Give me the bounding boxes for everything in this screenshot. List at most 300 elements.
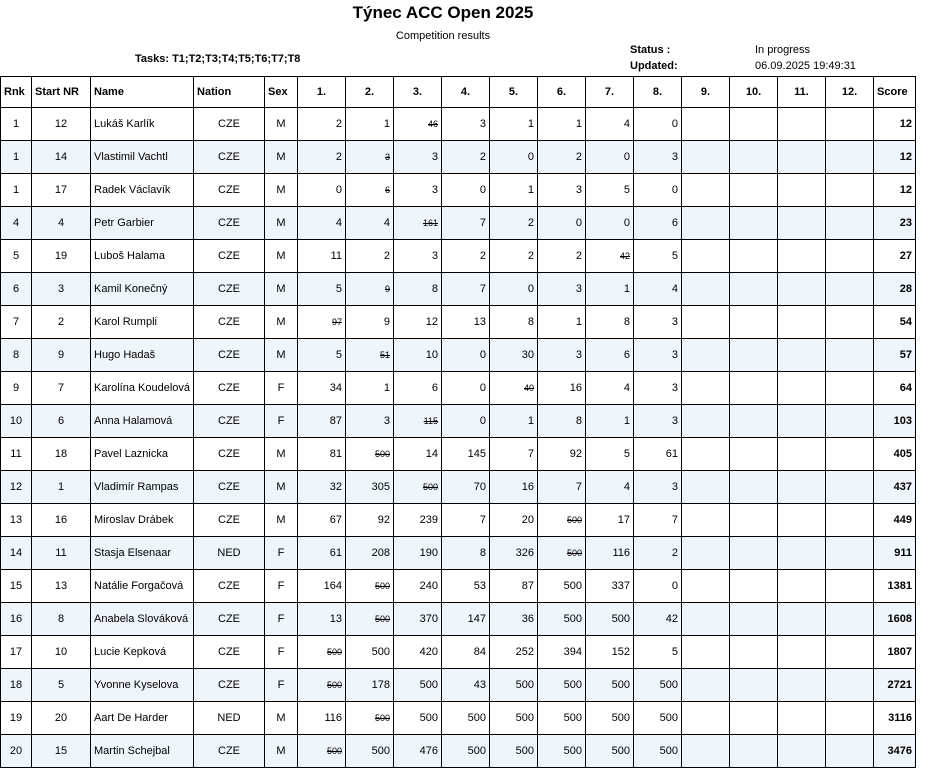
start-nr-cell: 15 bbox=[32, 735, 91, 768]
start-nr-cell: 18 bbox=[32, 438, 91, 471]
task-score-cell: 476 bbox=[394, 735, 442, 768]
task-score-cell: 3 bbox=[394, 174, 442, 207]
start-nr-cell: 19 bbox=[32, 240, 91, 273]
task-score-cell bbox=[682, 735, 730, 768]
task-score-cell bbox=[826, 735, 874, 768]
task-score-cell bbox=[730, 174, 778, 207]
task-score-cell bbox=[730, 339, 778, 372]
task-score-cell bbox=[826, 405, 874, 438]
rank-cell: 1 bbox=[1, 108, 32, 141]
table-row bbox=[1, 570, 916, 603]
task-score-cell: 5 bbox=[634, 240, 682, 273]
start-nr-cell: 20 bbox=[32, 702, 91, 735]
task-score-cell bbox=[298, 306, 346, 339]
name-cell: Lukáš Karlík bbox=[91, 108, 194, 141]
task-score-cell: 500 bbox=[538, 570, 586, 603]
task-score-cell bbox=[826, 570, 874, 603]
table-row bbox=[1, 504, 916, 537]
task-score-cell bbox=[826, 504, 874, 537]
nation-cell: CZE bbox=[194, 372, 265, 405]
task-score-cell: 1 bbox=[346, 372, 394, 405]
rank-cell: 11 bbox=[1, 438, 32, 471]
name-cell: Anna Halamová bbox=[91, 405, 194, 438]
task-score-cell: 500 bbox=[490, 735, 538, 768]
task-score-cell: 3 bbox=[634, 471, 682, 504]
task-score-cell: 7 bbox=[490, 438, 538, 471]
rank-cell: 10 bbox=[1, 405, 32, 438]
task-score-cell: 0 bbox=[586, 141, 634, 174]
task-score-cell: 0 bbox=[442, 405, 490, 438]
start-nr-cell: 8 bbox=[32, 603, 91, 636]
sex-cell: M bbox=[265, 141, 298, 174]
total-score-cell: 3116 bbox=[874, 702, 916, 735]
sex-cell: M bbox=[265, 471, 298, 504]
task-score-cell bbox=[682, 537, 730, 570]
task-score-cell: 500 bbox=[634, 669, 682, 702]
column-header: 4. bbox=[442, 77, 490, 108]
start-nr-cell: 12 bbox=[32, 108, 91, 141]
task-score-cell: 500 bbox=[346, 735, 394, 768]
task-score-cell: 8 bbox=[490, 306, 538, 339]
sex-cell: M bbox=[265, 702, 298, 735]
task-score-cell bbox=[778, 141, 826, 174]
discarded-score: 500 bbox=[374, 713, 391, 723]
task-score-cell: 13 bbox=[442, 306, 490, 339]
total-score-cell: 12 bbox=[874, 108, 916, 141]
task-score-cell: 10 bbox=[394, 339, 442, 372]
nation-cell: CZE bbox=[194, 207, 265, 240]
discarded-score: 115 bbox=[423, 416, 439, 426]
task-score-cell bbox=[682, 273, 730, 306]
task-score-cell bbox=[682, 108, 730, 141]
task-score-cell bbox=[826, 702, 874, 735]
name-cell: Radek Václavík bbox=[91, 174, 194, 207]
total-score-cell: 28 bbox=[874, 273, 916, 306]
task-score-cell: 1 bbox=[538, 108, 586, 141]
task-score-cell: 2 bbox=[298, 108, 346, 141]
nation-cell: CZE bbox=[194, 174, 265, 207]
task-score-cell: 6 bbox=[634, 207, 682, 240]
task-score-cell bbox=[826, 174, 874, 207]
task-score-cell: 3 bbox=[538, 174, 586, 207]
task-score-cell bbox=[682, 669, 730, 702]
table-row bbox=[1, 141, 916, 174]
task-score-cell: 3 bbox=[442, 108, 490, 141]
task-score-cell: 0 bbox=[634, 108, 682, 141]
task-score-cell: 500 bbox=[394, 669, 442, 702]
task-score-cell bbox=[682, 306, 730, 339]
task-score-cell: 12 bbox=[394, 306, 442, 339]
task-score-cell bbox=[730, 735, 778, 768]
task-score-cell bbox=[394, 108, 442, 141]
task-score-cell: 1 bbox=[538, 306, 586, 339]
discarded-score: 97 bbox=[332, 317, 343, 327]
task-score-cell bbox=[826, 273, 874, 306]
task-score-cell bbox=[730, 537, 778, 570]
task-score-cell: 394 bbox=[538, 636, 586, 669]
column-header: 3. bbox=[394, 77, 442, 108]
task-score-cell: 61 bbox=[298, 537, 346, 570]
sex-cell: M bbox=[265, 735, 298, 768]
task-score-cell: 3 bbox=[634, 339, 682, 372]
total-score-cell: 27 bbox=[874, 240, 916, 273]
total-score-cell: 64 bbox=[874, 372, 916, 405]
total-score-cell: 449 bbox=[874, 504, 916, 537]
task-score-cell bbox=[394, 207, 442, 240]
status-value: In progress bbox=[755, 44, 811, 56]
task-score-cell bbox=[346, 273, 394, 306]
task-score-cell: 2 bbox=[346, 240, 394, 273]
task-score-cell: 0 bbox=[442, 339, 490, 372]
task-score-cell: 239 bbox=[394, 504, 442, 537]
table-row bbox=[1, 273, 916, 306]
task-score-cell: 36 bbox=[490, 603, 538, 636]
task-score-cell: 1 bbox=[490, 174, 538, 207]
start-nr-cell: 3 bbox=[32, 273, 91, 306]
task-score-cell: 5 bbox=[298, 273, 346, 306]
task-score-cell: 8 bbox=[586, 306, 634, 339]
table-row bbox=[1, 438, 916, 471]
discarded-score: 500 bbox=[374, 614, 391, 624]
column-header: Rnk bbox=[1, 77, 32, 108]
nation-cell: CZE bbox=[194, 405, 265, 438]
tasks-line: Tasks: T1;T2;T3;T4;T5;T6;T7;T8 bbox=[135, 53, 301, 65]
sex-cell: M bbox=[265, 306, 298, 339]
task-score-cell bbox=[730, 570, 778, 603]
discarded-score: 500 bbox=[566, 515, 583, 525]
task-score-cell bbox=[346, 141, 394, 174]
task-score-cell: 4 bbox=[298, 207, 346, 240]
task-score-cell bbox=[682, 471, 730, 504]
name-cell: Luboš Halama bbox=[91, 240, 194, 273]
task-score-cell bbox=[298, 636, 346, 669]
task-score-cell: 7 bbox=[634, 504, 682, 537]
task-score-cell bbox=[826, 339, 874, 372]
task-score-cell bbox=[298, 669, 346, 702]
task-score-cell: 87 bbox=[298, 405, 346, 438]
start-nr-cell: 5 bbox=[32, 669, 91, 702]
total-score-cell: 1608 bbox=[874, 603, 916, 636]
task-score-cell: 32 bbox=[298, 471, 346, 504]
task-score-cell: 92 bbox=[346, 504, 394, 537]
nation-cell: CZE bbox=[194, 306, 265, 339]
task-score-cell bbox=[826, 372, 874, 405]
task-score-cell: 305 bbox=[346, 471, 394, 504]
discarded-score: 161 bbox=[422, 218, 439, 228]
task-score-cell: 3 bbox=[346, 405, 394, 438]
task-score-cell: 6 bbox=[586, 339, 634, 372]
nation-cell: CZE bbox=[194, 471, 265, 504]
task-score-cell: 13 bbox=[298, 603, 346, 636]
task-score-cell bbox=[682, 339, 730, 372]
task-score-cell bbox=[346, 438, 394, 471]
task-score-cell bbox=[490, 372, 538, 405]
discarded-score: 6 bbox=[385, 185, 391, 195]
start-nr-cell: 13 bbox=[32, 570, 91, 603]
task-score-cell: 16 bbox=[490, 471, 538, 504]
results-table bbox=[0, 76, 916, 768]
column-header: Score bbox=[874, 77, 916, 108]
task-score-cell: 420 bbox=[394, 636, 442, 669]
task-score-cell bbox=[730, 636, 778, 669]
task-score-cell: 1 bbox=[490, 108, 538, 141]
task-score-cell bbox=[730, 372, 778, 405]
task-score-cell bbox=[730, 504, 778, 537]
task-score-cell: 5 bbox=[298, 339, 346, 372]
task-score-cell bbox=[682, 141, 730, 174]
page-subtitle: Competition results bbox=[395, 30, 491, 42]
task-score-cell bbox=[778, 570, 826, 603]
task-score-cell: 8 bbox=[394, 273, 442, 306]
task-score-cell: 1 bbox=[346, 108, 394, 141]
task-score-cell: 7 bbox=[538, 471, 586, 504]
task-score-cell: 3 bbox=[634, 306, 682, 339]
table-row bbox=[1, 207, 916, 240]
rank-cell: 9 bbox=[1, 372, 32, 405]
task-score-cell bbox=[586, 240, 634, 273]
table-row bbox=[1, 174, 916, 207]
table-row bbox=[1, 339, 916, 372]
task-score-cell: 3 bbox=[394, 141, 442, 174]
task-score-cell: 43 bbox=[442, 669, 490, 702]
task-score-cell bbox=[346, 603, 394, 636]
task-score-cell bbox=[682, 636, 730, 669]
start-nr-cell: 11 bbox=[32, 537, 91, 570]
task-score-cell: 5 bbox=[586, 438, 634, 471]
discarded-score: 500 bbox=[374, 581, 391, 591]
table-row bbox=[1, 372, 916, 405]
rank-cell: 12 bbox=[1, 471, 32, 504]
task-score-cell bbox=[826, 438, 874, 471]
task-score-cell bbox=[346, 702, 394, 735]
task-score-cell: 370 bbox=[394, 603, 442, 636]
table-row bbox=[1, 636, 916, 669]
nation-cell: CZE bbox=[194, 636, 265, 669]
discarded-score: 42 bbox=[620, 251, 631, 261]
column-header: Start NR bbox=[32, 77, 91, 108]
task-score-cell bbox=[730, 141, 778, 174]
nation-cell: CZE bbox=[194, 108, 265, 141]
nation-cell: CZE bbox=[194, 603, 265, 636]
task-score-cell: 2 bbox=[490, 240, 538, 273]
name-cell: Miroslav Drábek bbox=[91, 504, 194, 537]
task-score-cell: 500 bbox=[586, 603, 634, 636]
task-score-cell: 4 bbox=[586, 471, 634, 504]
rank-cell: 6 bbox=[1, 273, 32, 306]
task-score-cell: 178 bbox=[346, 669, 394, 702]
task-score-cell bbox=[730, 240, 778, 273]
task-score-cell: 1 bbox=[586, 405, 634, 438]
name-cell: Natálie Forgačová bbox=[91, 570, 194, 603]
name-cell: Vladimír Rampas bbox=[91, 471, 194, 504]
task-score-cell bbox=[730, 405, 778, 438]
task-score-cell bbox=[346, 570, 394, 603]
task-score-cell: 9 bbox=[346, 306, 394, 339]
task-score-cell bbox=[826, 603, 874, 636]
task-score-cell: 14 bbox=[394, 438, 442, 471]
task-score-cell: 4 bbox=[586, 372, 634, 405]
task-score-cell: 2 bbox=[442, 240, 490, 273]
task-score-cell bbox=[682, 372, 730, 405]
start-nr-cell: 10 bbox=[32, 636, 91, 669]
name-cell: Lucie Kepková bbox=[91, 636, 194, 669]
task-score-cell: 17 bbox=[586, 504, 634, 537]
task-score-cell: 500 bbox=[634, 702, 682, 735]
task-score-cell: 116 bbox=[586, 537, 634, 570]
task-score-cell bbox=[778, 405, 826, 438]
name-cell: Kamil Konečný bbox=[91, 273, 194, 306]
task-score-cell bbox=[778, 108, 826, 141]
table-row bbox=[1, 669, 916, 702]
task-score-cell bbox=[682, 438, 730, 471]
name-cell: Karolína Koudelová bbox=[91, 372, 194, 405]
task-score-cell: 20 bbox=[490, 504, 538, 537]
task-score-cell bbox=[778, 174, 826, 207]
task-score-cell: 30 bbox=[490, 339, 538, 372]
rank-cell: 13 bbox=[1, 504, 32, 537]
discarded-score: 46 bbox=[428, 119, 439, 129]
discarded-score: 500 bbox=[422, 482, 439, 492]
task-score-cell bbox=[778, 537, 826, 570]
task-score-cell: 500 bbox=[442, 735, 490, 768]
start-nr-cell: 4 bbox=[32, 207, 91, 240]
task-score-cell: 5 bbox=[586, 174, 634, 207]
column-header: 7. bbox=[586, 77, 634, 108]
name-cell: Aart De Harder bbox=[91, 702, 194, 735]
task-score-cell: 500 bbox=[394, 702, 442, 735]
discarded-score: 40 bbox=[524, 383, 535, 393]
task-score-cell: 147 bbox=[442, 603, 490, 636]
task-score-cell: 34 bbox=[298, 372, 346, 405]
task-score-cell: 0 bbox=[442, 174, 490, 207]
task-score-cell bbox=[778, 438, 826, 471]
name-cell: Hugo Hadaš bbox=[91, 339, 194, 372]
rank-cell: 5 bbox=[1, 240, 32, 273]
task-score-cell: 4 bbox=[586, 108, 634, 141]
nation-cell: CZE bbox=[194, 570, 265, 603]
task-score-cell: 81 bbox=[298, 438, 346, 471]
task-score-cell: 2 bbox=[634, 537, 682, 570]
column-header: 1. bbox=[298, 77, 346, 108]
column-header: 10. bbox=[730, 77, 778, 108]
task-score-cell: 500 bbox=[442, 702, 490, 735]
table-row bbox=[1, 735, 916, 768]
task-score-cell bbox=[730, 207, 778, 240]
sex-cell: M bbox=[265, 174, 298, 207]
sex-cell: F bbox=[265, 537, 298, 570]
task-score-cell bbox=[778, 504, 826, 537]
rank-cell: 16 bbox=[1, 603, 32, 636]
task-score-cell: 8 bbox=[442, 537, 490, 570]
task-score-cell: 5 bbox=[634, 636, 682, 669]
column-header: 11. bbox=[778, 77, 826, 108]
rank-cell: 19 bbox=[1, 702, 32, 735]
task-score-cell: 4 bbox=[346, 207, 394, 240]
sex-cell: F bbox=[265, 570, 298, 603]
task-score-cell: 0 bbox=[538, 207, 586, 240]
task-score-cell: 42 bbox=[634, 603, 682, 636]
rank-cell: 15 bbox=[1, 570, 32, 603]
column-header: 12. bbox=[826, 77, 874, 108]
rank-cell: 17 bbox=[1, 636, 32, 669]
name-cell: Petr Garbier bbox=[91, 207, 194, 240]
task-score-cell: 0 bbox=[586, 207, 634, 240]
task-score-cell: 1 bbox=[586, 273, 634, 306]
sex-cell: M bbox=[265, 108, 298, 141]
task-score-cell: 500 bbox=[538, 603, 586, 636]
column-header: 8. bbox=[634, 77, 682, 108]
total-score-cell: 2721 bbox=[874, 669, 916, 702]
table-row bbox=[1, 405, 916, 438]
task-score-cell bbox=[538, 537, 586, 570]
task-score-cell: 500 bbox=[490, 702, 538, 735]
column-header: 2. bbox=[346, 77, 394, 108]
task-score-cell: 3 bbox=[538, 339, 586, 372]
start-nr-cell: 2 bbox=[32, 306, 91, 339]
task-score-cell bbox=[826, 306, 874, 339]
task-score-cell: 3 bbox=[394, 240, 442, 273]
table-row bbox=[1, 240, 916, 273]
start-nr-cell: 14 bbox=[32, 141, 91, 174]
task-score-cell bbox=[778, 372, 826, 405]
discarded-score: 500 bbox=[326, 680, 343, 690]
discarded-score: 500 bbox=[566, 548, 583, 558]
task-score-cell: 2 bbox=[442, 141, 490, 174]
total-score-cell: 437 bbox=[874, 471, 916, 504]
rank-cell: 4 bbox=[1, 207, 32, 240]
updated-label: Updated: bbox=[630, 60, 678, 72]
sex-cell: F bbox=[265, 372, 298, 405]
task-score-cell bbox=[682, 240, 730, 273]
task-score-cell bbox=[778, 669, 826, 702]
task-score-cell: 0 bbox=[442, 372, 490, 405]
task-score-cell: 500 bbox=[634, 735, 682, 768]
task-score-cell bbox=[778, 207, 826, 240]
task-score-cell: 116 bbox=[298, 702, 346, 735]
task-score-cell bbox=[730, 108, 778, 141]
nation-cell: CZE bbox=[194, 141, 265, 174]
start-nr-cell: 7 bbox=[32, 372, 91, 405]
task-score-cell bbox=[394, 471, 442, 504]
task-score-cell bbox=[682, 504, 730, 537]
name-cell: Pavel Laznicka bbox=[91, 438, 194, 471]
task-score-cell bbox=[346, 339, 394, 372]
task-score-cell: 190 bbox=[394, 537, 442, 570]
sex-cell: M bbox=[265, 273, 298, 306]
task-score-cell bbox=[682, 405, 730, 438]
task-score-cell bbox=[730, 669, 778, 702]
task-score-cell: 326 bbox=[490, 537, 538, 570]
task-score-cell: 0 bbox=[490, 273, 538, 306]
task-score-cell: 1 bbox=[490, 405, 538, 438]
task-score-cell: 92 bbox=[538, 438, 586, 471]
task-score-cell: 500 bbox=[538, 669, 586, 702]
task-score-cell bbox=[682, 603, 730, 636]
nation-cell: NED bbox=[194, 702, 265, 735]
task-score-cell bbox=[778, 735, 826, 768]
task-score-cell bbox=[826, 669, 874, 702]
nation-cell: CZE bbox=[194, 240, 265, 273]
sex-cell: M bbox=[265, 339, 298, 372]
task-score-cell: 500 bbox=[538, 735, 586, 768]
column-header: Sex bbox=[265, 77, 298, 108]
updated-value: 06.09.2025 19:49:31 bbox=[755, 60, 856, 72]
table-row bbox=[1, 306, 916, 339]
start-nr-cell: 6 bbox=[32, 405, 91, 438]
task-score-cell: 164 bbox=[298, 570, 346, 603]
nation-cell: NED bbox=[194, 537, 265, 570]
discarded-score: 500 bbox=[326, 746, 343, 756]
